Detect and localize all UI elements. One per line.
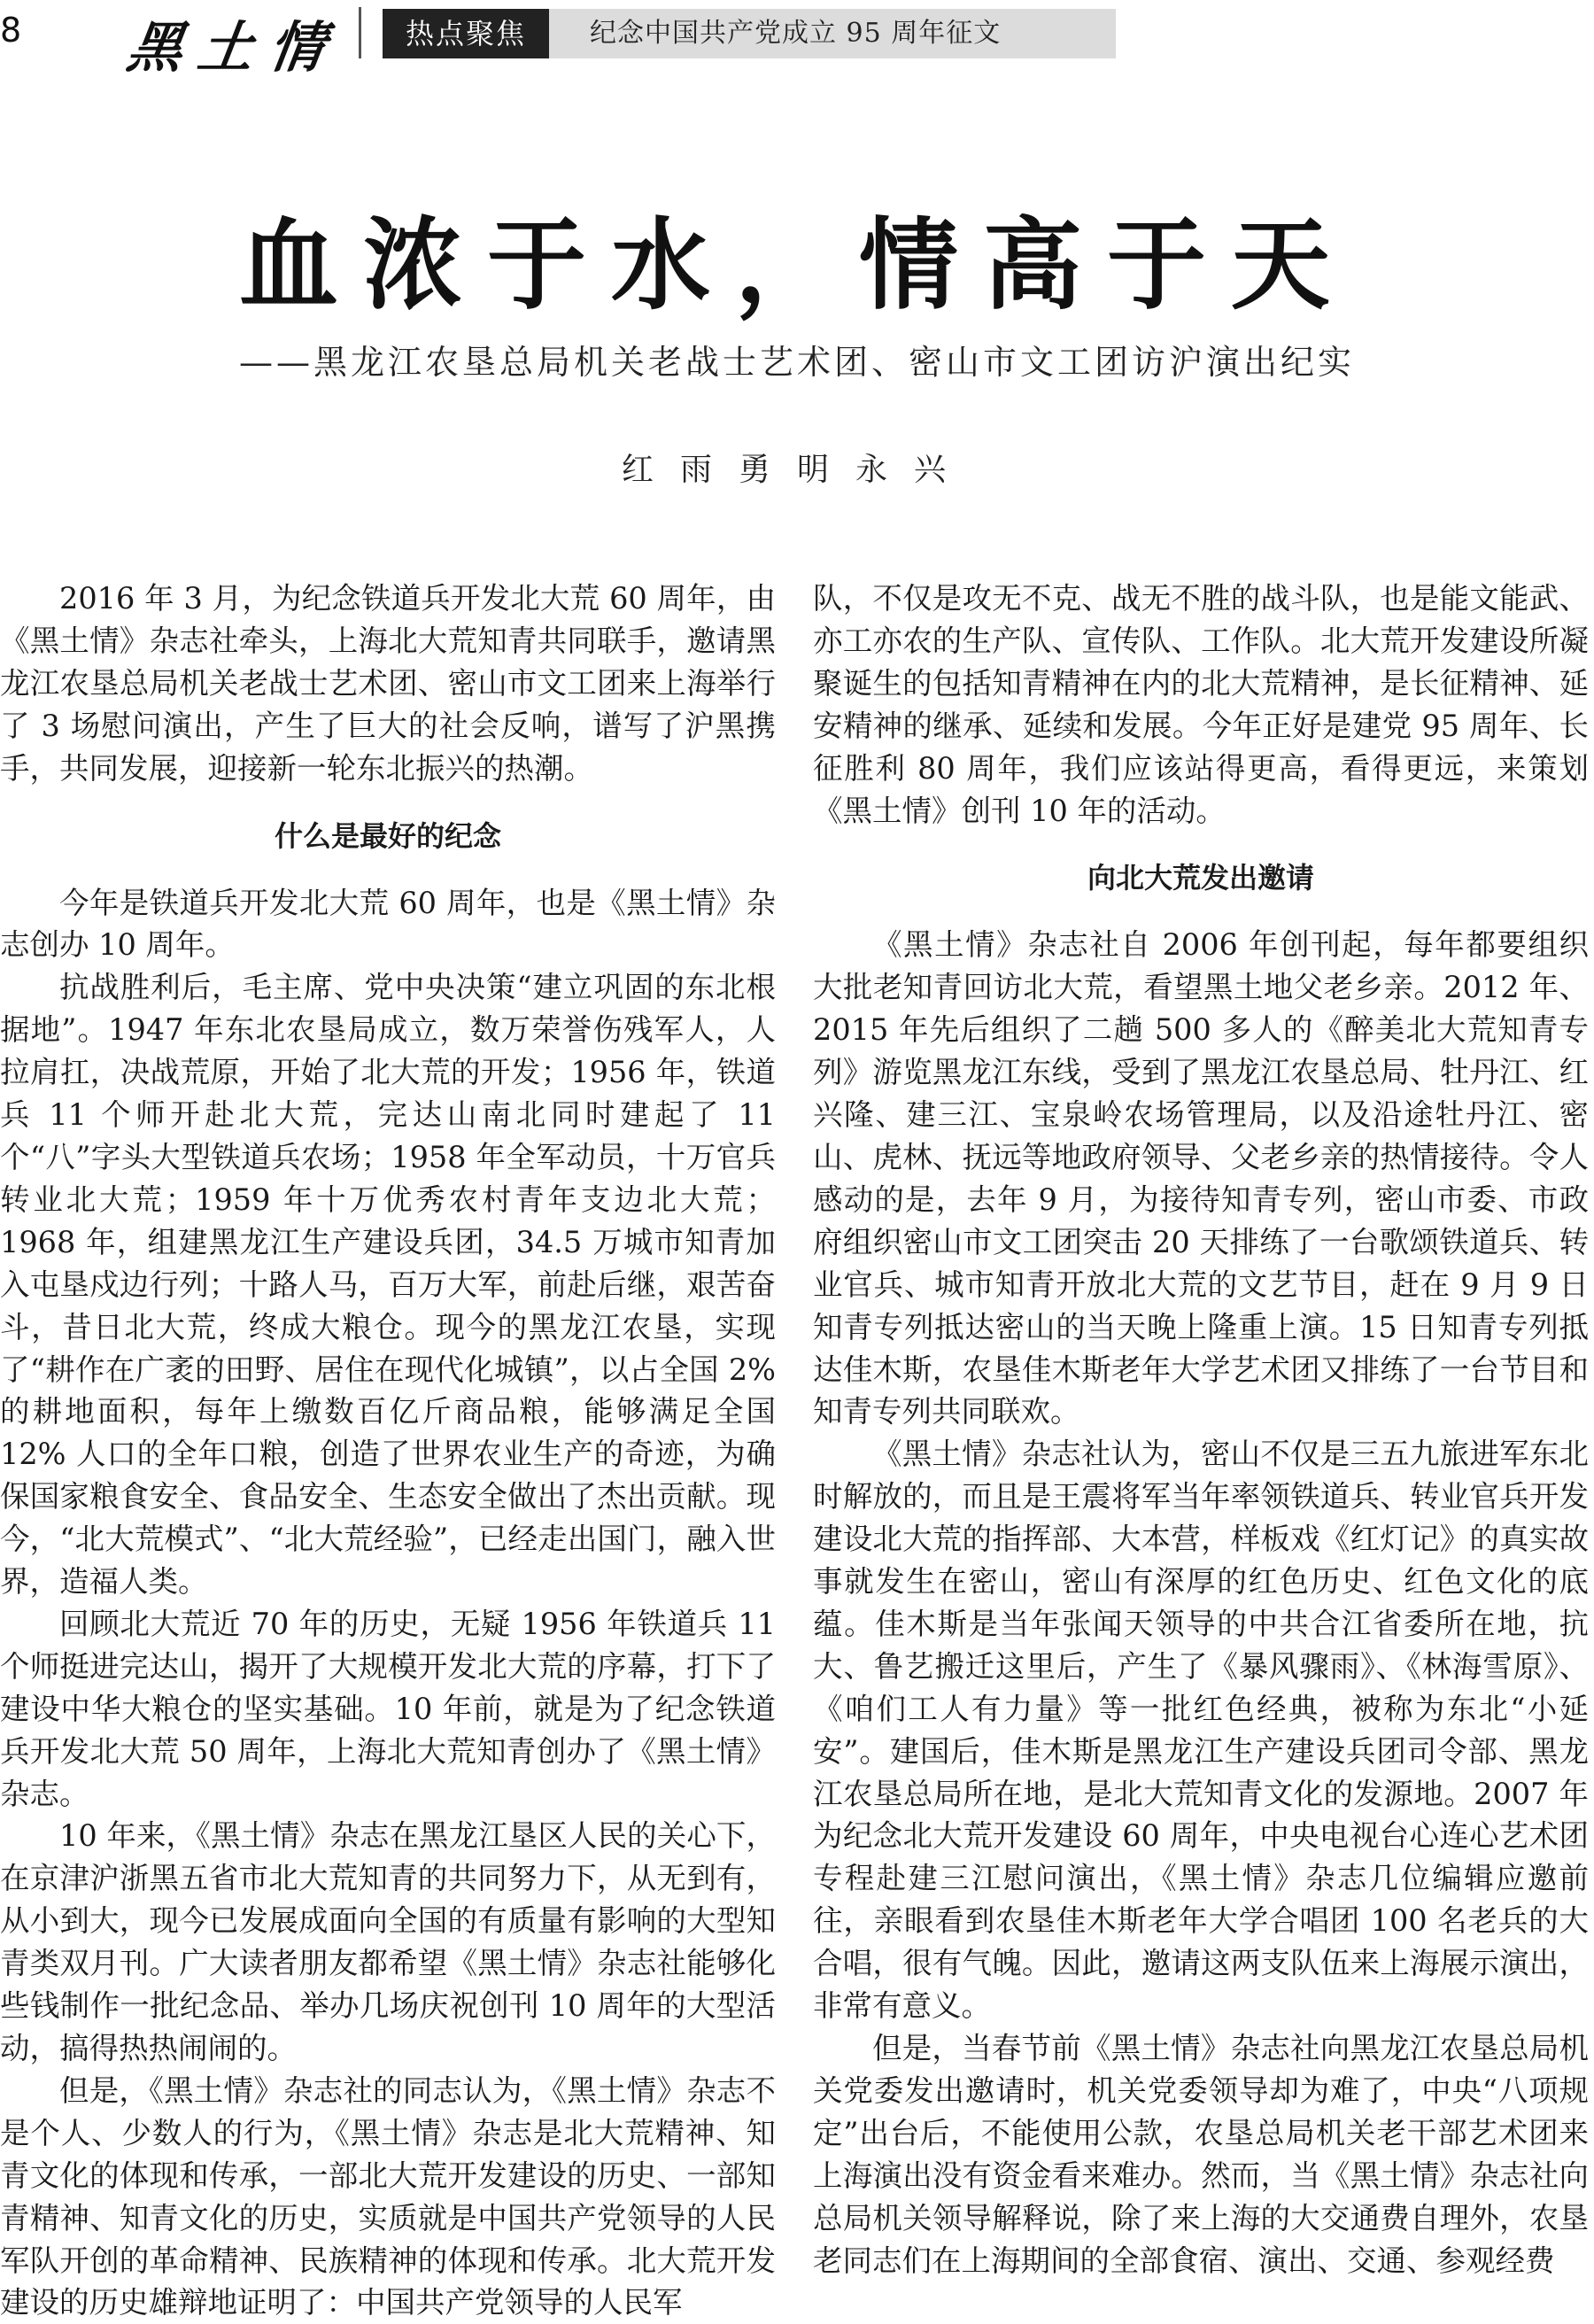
paragraph: 2016 年 3 月，为纪念铁道兵开发北大荒 60 周年，由《黑土情》杂志社牵头，上海北大荒知青共同联手，邀请黑龙江农垦总局机关老战士艺术团、密山市文工团来上海举行了 3 场慰问演出，产生了巨大的社会反响，谱写了沪黑携手，共同发展，迎接新一轮东北振兴的热潮。: [0, 581, 776, 786]
paragraph: 抗战胜利后，毛主席、党中央决策“建立巩固的东北根据地”。1947 年东北农垦局成立，数万荣誉伤残军人，人拉肩扛，决战荒原，开始了北大荒的开发；1956 年，铁道兵 11 个师开赴北大荒，完达山南北同时建起了 11 个“八”字头大型铁道兵农场；1958 年全军动员，十万官兵转业北大荒；1959 年十万优秀农村青年支边北大荒；1968 年，组建黑龙江生产建设兵团，34.5 万城市知青加入屯垦戍边行列；十路人马，百万大军，前赴后继，艰苦奋斗，昔日北大荒，终成大粮仓。现今的黑龙江农垦，实现了“耕作在广袤的田野、居住在现代化城镇”，以占全国 2% 的耕地面积，每年上缴数百亿斤商品粮，能够满足全国 12% 人口的全年口粮，创造了世界农业生产的奇迹，为确保国家粮食安全、食品安全、生态安全做出了杰出贡献。现今，“北大荒模式”、“北大荒经验”，已经走出国门，融入世界，造福人类。: [0, 970, 776, 1600]
article-authors: 红雨勇明永兴: [621, 452, 972, 488]
paragraph-continued: 队，不仅是攻无不克、战无不胜的战斗队，也是能文能武、亦工亦农的生产队、宣传队、工作队。北大荒开发建设所凝聚诞生的包括知青精神在内的北大荒精神，是长征精神、延安精神的继承、延续和发展。今年正好是建党 95 周年、长征胜利 80 周年，我们应该站得更高，看得更远，来策划《黑土情》创刊 10 年的活动。: [813, 581, 1589, 828]
paragraph: 《黑土情》杂志社自 2006 年创刊起，每年都要组织大批老知青回访北大荒，看望黑土地父老乡亲。2012 年、2015 年先后组织了二趟 500 多人的《醉美北大荒知青专列》游览黑龙江东线，受到了黑龙江农垦总局、牡丹江、红兴隆、建三江、宝泉岭农场管理局，以及沿途牡丹江、密山、虎林、抚远等地政府领导、父老乡亲的热情接待。令人感动的是，去年 9 月，为接待知青专列，密山市委、市政府组织密山市文工团突击 20 天排练了一台歌颂铁道兵、转业官兵、城市知青开放北大荒的文艺节目，赶在 9 月 9 日知青专列抵达密山的当天晚上隆重上演。15 日知青专列抵达佳木斯，农垦佳木斯老年大学艺术团又排练了一台节目和知青专列共同联欢。: [813, 927, 1589, 1429]
paragraph: 回顾北大荒近 70 年的历史，无疑 1956 年铁道兵 11 个师挺进完达山，揭开了大规模开发北大荒的序幕，打下了建设中华大粮仓的坚实基础。10 年前，就是为了纪念铁道兵开发北大荒 50 周年，上海北大荒知青创办了《黑土情》杂志。: [0, 1606, 776, 1811]
article-subtitle: ——黑龙江农垦总局机关老战士艺术团、密山市文工团访沪演出纪实: [238, 343, 1355, 382]
paragraph: 但是，当春节前《黑土情》杂志社向黑龙江农垦总局机关党委发出邀请时，机关党委领导却为难了，中央“八项规定”出台后，不能使用公款，农垦总局机关老干部艺术团来上海演出没有资金看来难办。然而，当《黑土情》杂志社向总局机关领导解释说，除了来上海的大交通费自理外，农垦老同志们在上海期间的全部食宿、演出、交通、参观经费: [813, 2031, 1589, 2278]
paragraph: 10 年来，《黑土情》杂志在黑龙江垦区人民的关心下，在京津沪浙黑五省市北大荒知青的共同努力下，从无到有，从小到大，现今已发展成面向全国的有质量有影响的大型知青类双月刊。广大读者朋友都希望《黑土情》杂志社能够化些钱制作一批纪念品、举办几场庆祝创刊 10 周年的大型活动，搞得热热闹闹的。: [0, 1818, 776, 2065]
right-column: [813, 577, 1589, 2281]
article-title: 血浓于水，情高于天: [239, 208, 1355, 323]
magazine-logo: 黑土情: [123, 15, 345, 80]
paragraph: 但是，《黑土情》杂志社的同志认为，《黑土情》杂志不是个人、少数人的行为，《黑土情》杂志是北大荒精神、知青文化的体现和传承，一部北大荒开发建设的历史、一部知青精神、知青文化的历史，实质就是中国共产党领导的人民军队开创的革命精神、民族精神的体现和传承。北大荒开发建设的历史雄辩地证明了：中国共产党领导的人民军: [0, 2072, 776, 2320]
left-column: [0, 577, 776, 2324]
paragraph: 《黑土情》杂志社认为，密山不仅是三五九旅进军东北时解放的，而且是王震将军当年率领铁道兵、转业官兵开发建设北大荒的指挥部、大本营，样板戏《红灯记》的真实故事就发生在密山，密山有深厚的红色历史、红色文化的底蕴。佳木斯是当年张闻天领导的中共合江省委所在地，抗大、鲁艺搬迁这里后，产生了《暴风骤雨》、《林海雪原》、《咱们工人有力量》等一批红色经典，被称为东北“小延安”。建国后，佳木斯是黑龙江生产建设兵团司令部、黑龙江农垦总局所在地，是北大荒知青文化的发源地。2007 年为纪念北大荒开发建设 60 周年，中央电视台心连心艺术团专程赴建三江慰问演出，《黑土情》杂志几位编辑应邀前往，亲眼看到农垦佳木斯老年大学合唱团 100 名老兵的大合唱，很有气魄。因此，邀请这两支队伍来上海展示演出，非常有意义。: [813, 1437, 1589, 2024]
page-number: 8: [0, 11, 22, 50]
section-heading: 向北大荒发出邀请: [1087, 861, 1314, 895]
section-heading: 什么是最好的纪念: [274, 818, 501, 853]
header-divider: [359, 7, 361, 58]
paragraph: 今年是铁道兵开发北大荒 60 周年，也是《黑土情》杂志创办 10 周年。: [0, 885, 776, 963]
section-banner: 纪念中国共产党成立 95 周年征文: [549, 9, 1116, 58]
section-label: 热点聚焦: [383, 9, 549, 58]
